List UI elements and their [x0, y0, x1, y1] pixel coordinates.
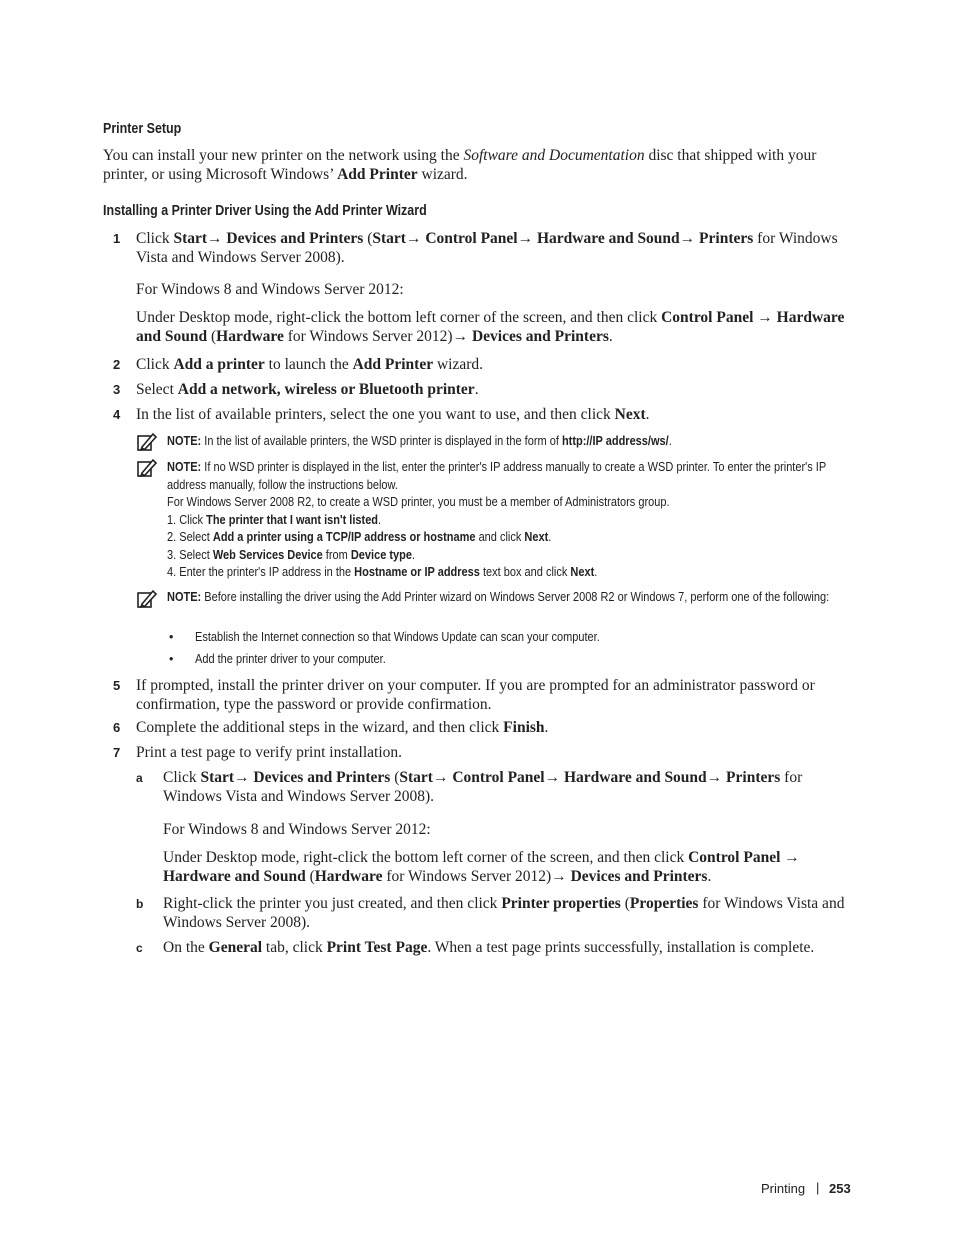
substep-label: b: [136, 897, 144, 911]
substep-a-windows8-note: For Windows 8 and Windows Server 2012:: [163, 821, 431, 838]
note-3-bullet-1: Establish the Internet connection so that Windows Update can scan your computer.: [195, 630, 600, 644]
page-number: 253: [829, 1181, 851, 1196]
note-3-bullet-2: Add the printer driver to your computer.: [195, 652, 386, 666]
note-2: NOTE: If no WSD printer is displayed in the list, enter the printer's IP address manually to create a WSD printer. To enter the printer's IP address manually, follow the instructions below. For Windows Server 2008 R2, to create a WSD printer, you must be a member of Administrators group. 1. Click The printer that I want isn't listed. 2. Select Add a printer using a TCP/IP address or hostname and click Next. 3. Select Web Services Device from Device type. 4. Enter the printer's IP address in the Hostname or IP address text box and click Next.: [167, 460, 826, 579]
substep-c-text: On the General tab, click Print Test Page. When a test page prints successfully, installation is complete.: [163, 939, 815, 956]
bullet-icon: •: [169, 630, 174, 644]
step-number: 3: [113, 382, 121, 397]
note-pencil-icon: [137, 458, 157, 478]
step-6-text: Complete the additional steps in the wizard, and then click Finish.: [136, 719, 549, 736]
step-number: 7: [113, 745, 121, 760]
subsection-title: Installing a Printer Driver Using the Add Printer Wizard: [103, 203, 427, 219]
step-number: 2: [113, 357, 121, 372]
step-number: 5: [113, 678, 121, 693]
step-1-desktop-text: Under Desktop mode, right-click the bottom left corner of the screen, and then click Control Panel → Hardware and Sound (Hardware for Windows Server 2012)→ Devices and Printers.: [136, 309, 845, 345]
step-number: 1: [113, 231, 121, 246]
note-pencil-icon: [137, 589, 157, 609]
intro-paragraph: You can install your new printer on the network using the Software and Documentation disc that shipped with your printer, or using Microsoft Windows’ Add Printer wizard.: [103, 147, 817, 183]
substep-label: a: [136, 771, 143, 785]
note-1: NOTE: In the list of available printers, the WSD printer is displayed in the form of http://IP address/ws/.: [167, 434, 672, 448]
substep-label: c: [136, 941, 143, 955]
step-2-text: Click Add a printer to launch the Add Printer wizard.: [136, 356, 484, 373]
substep-a-desktop-text: Under Desktop mode, right-click the bottom left corner of the screen, and then click Control Panel → Hardware and Sound (Hardware for Windows Server 2012)→ Devices and Printers.: [163, 849, 800, 885]
step-number: 6: [113, 720, 121, 735]
step-1-windows8-note: For Windows 8 and Windows Server 2012:: [136, 281, 404, 298]
note-3: NOTE: Before installing the driver using the Add Printer wizard on Windows Server 2008 R2 or Windows 7, perform one of the following:: [167, 590, 830, 604]
substep-a-text: Click Start→ Devices and Printers (Start→ Control Panel→ Hardware and Sound→ Printers for Windows Vista and Windows Server 2008).: [163, 769, 803, 805]
footer-separator: |: [816, 1180, 820, 1195]
bullet-icon: •: [169, 652, 174, 666]
step-number: 4: [113, 407, 121, 422]
step-1-text: Click Start→ Devices and Printers (Start→ Control Panel→ Hardware and Sound→ Printers for Windows Vista and Windows Server 2008).: [136, 230, 838, 266]
step-7-text: Print a test page to verify print installation.: [136, 744, 403, 761]
footer-chapter: Printing: [761, 1181, 806, 1196]
step-5-text: If prompted, install the printer driver on your computer. If you are prompted for an administrator password or confirmation, type the password or provide confirmation.: [136, 677, 815, 713]
note-pencil-icon: [137, 432, 157, 452]
step-3-text: Select Add a network, wireless or Bluetooth printer.: [136, 381, 479, 398]
section-title: Printer Setup: [103, 121, 182, 137]
step-4-text: In the list of available printers, select the one you want to use, and then click Next.: [136, 406, 650, 423]
substep-b-text: Right-click the printer you just created, and then click Printer properties (Properties for Windows Vista and Windows Server 2008).: [163, 895, 845, 931]
